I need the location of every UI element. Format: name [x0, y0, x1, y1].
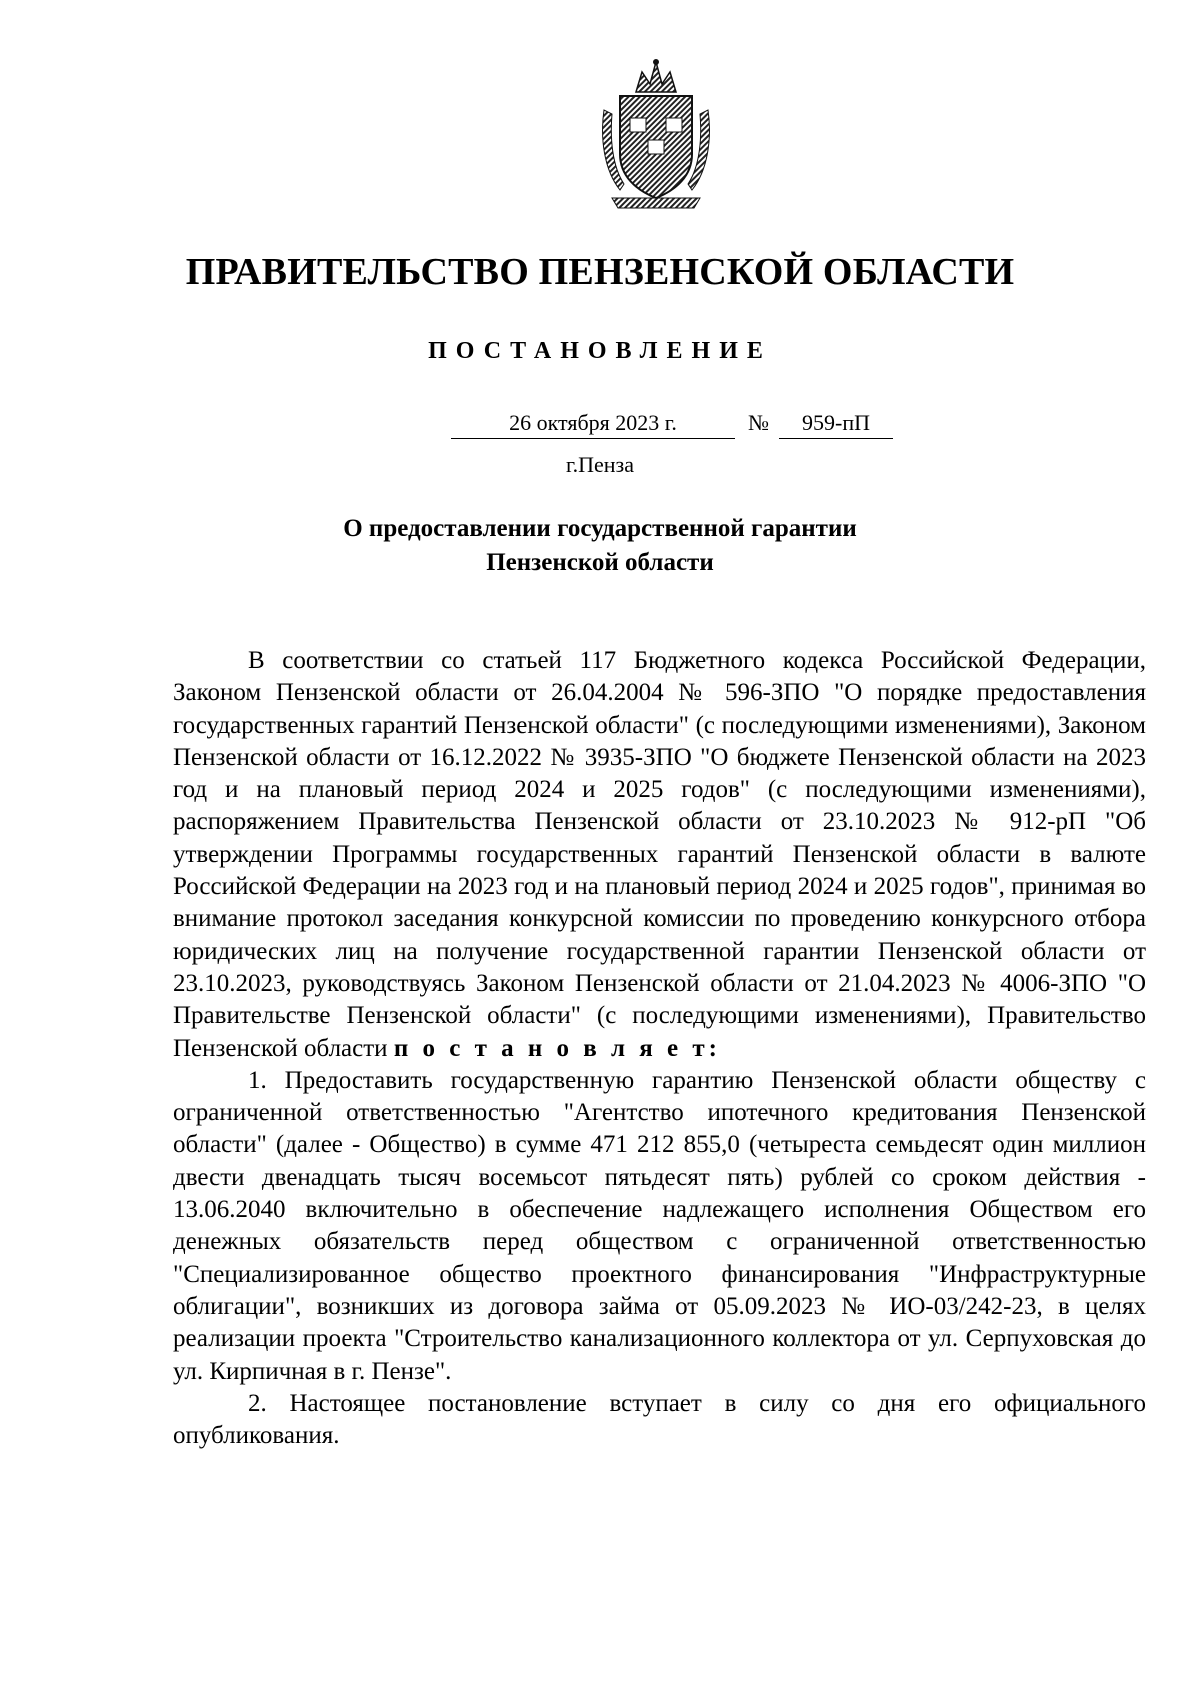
document-number: 959-пП: [779, 410, 893, 439]
document-city: г.Пенза: [566, 452, 634, 477]
item-2-paragraph: 2. Настоящее постановление вступает в силу со дня его официального опубликования.: [173, 1389, 1146, 1450]
subject-line-1: О предоставлении государственной гарантии: [343, 515, 857, 542]
item-1-paragraph: 1. Предоставить государственную гарантию Пензенской области обществу с ограниченной ответственностью "Агентство ипотечного кредитования Пензенской области" (далее - Общество) в сумме 471 212 855,0 (четыреста семьдесят один миллион двести двенадцать тысяч восемьсот пятьдесят пять) рублей со сроком действия - 13.06.2040 включительно в обеспечение надлежащего исполнения Обществом его денежных обязательств перед обществом с ограниченной ответственностью "Специализированное общество проектного финансирования "Инфраструктурные облигации", возникших из договора займа от 05.09.2023 № ИО-03/242-23, в целях реализации проекта "Строительство канализационного коллектора от ул. Серпуховская до ул. Кирпичная в г. Пензе".: [173, 1066, 1146, 1385]
preamble-paragraph: [173, 645, 1146, 1065]
document-body: [173, 645, 1146, 1452]
document-subject: [0, 512, 1200, 580]
organization-title: ПРАВИТЕЛЬСТВО ПЕНЗЕНСКОЙ ОБЛАСТИ: [185, 251, 1015, 293]
preamble-text: В соответствии со статьей 117 Бюджетного кодекса Российской Федерации, Законом Пензенской области от 26.04.2004 № 596-ЗПО "О порядке предоставления государственных гарантий Пензенской области" (с последующими изменениями), Законом Пензенской области от 16.12.2022 № 3935-ЗПО "О бюджете Пензенской области на 2023 год и на плановый период 2024 и 2025 годов" (с последующими изменениями), распоряжением Правительства Пензенской области от 23.10.2023 № 912-рП "Об утверждении Программы государственных гарантий Пензенской области в валюте Российской Федерации на 2023 год и на плановый период 2024 и 2025 годов", принимая во внимание протокол заседания конкурсной комиссии по проведению конкурсного отбора юридических лиц на получение государственной гарантии Пензенской области от 23.10.2023, руководствуясь Законом Пензенской области от 21.04.2023 № 4006-ЗПО "О Правительстве Пензенской области" (с последующими изменениями), Правительство Пензенской области: [173, 647, 1146, 1062]
number-sign: №: [748, 410, 769, 435]
subject-line-2: Пензенской области: [486, 549, 714, 576]
document-date: 26 октября 2023 г.: [451, 410, 735, 439]
resolves-word: п о с т а н о в л я е т:: [393, 1034, 722, 1062]
coat-of-arms-icon: [598, 58, 714, 213]
document-type: ПОСТАНОВЛЕНИЕ: [428, 338, 772, 364]
